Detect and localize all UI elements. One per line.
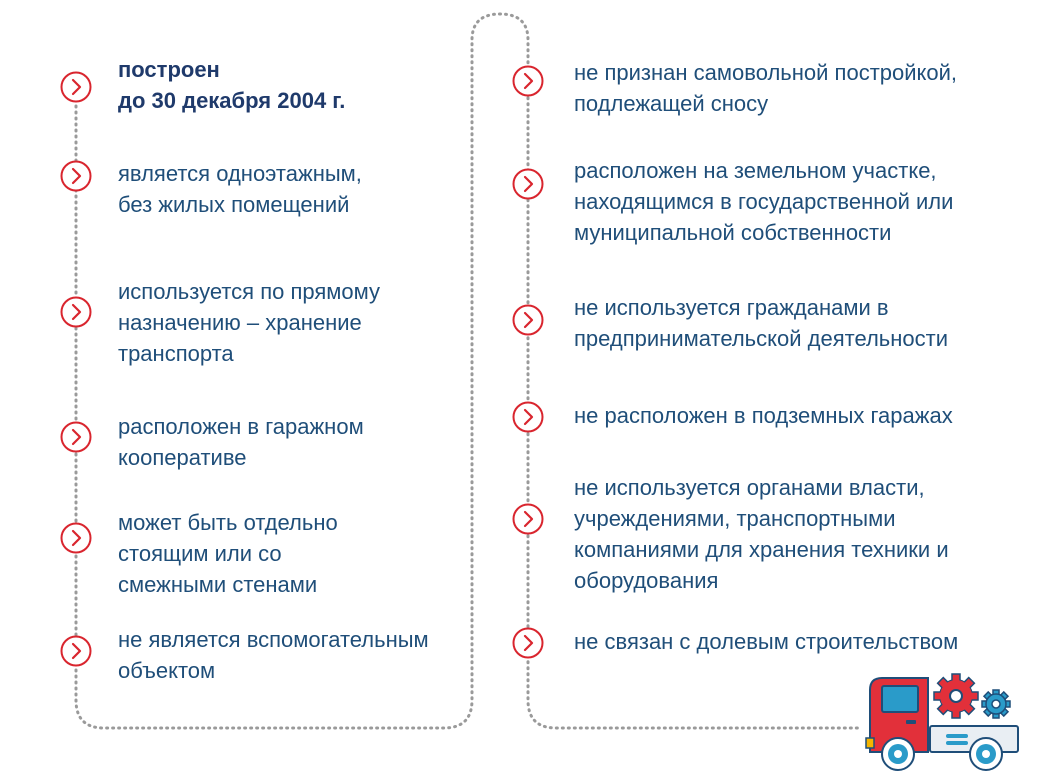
chevron-right-circle-icon bbox=[512, 401, 544, 433]
requirement-text-line: стоящим или со bbox=[118, 541, 282, 566]
requirement-text-line: оборудования bbox=[574, 568, 719, 593]
requirement-text bbox=[574, 57, 957, 119]
requirement-text-line: предпринимательской деятельности bbox=[574, 326, 948, 351]
chevron-right-circle-icon bbox=[512, 503, 544, 535]
requirement-text-line: смежными стенами bbox=[118, 572, 318, 597]
requirement-text bbox=[118, 624, 429, 686]
requirement-text bbox=[118, 411, 364, 473]
requirement-text-line: учреждениями, транспортными bbox=[574, 506, 896, 531]
requirement-text-line: без жилых помещений bbox=[118, 192, 350, 217]
requirement-text-line: может быть отдельно bbox=[118, 510, 338, 535]
requirement-text-line: муниципальной собственности bbox=[574, 220, 892, 245]
requirement-text bbox=[574, 155, 953, 248]
chevron-right-circle-icon bbox=[512, 168, 544, 200]
requirement-text-line: транспорта bbox=[118, 341, 234, 366]
requirement-text-line: назначению – хранение bbox=[118, 310, 362, 335]
chevron-right-circle-icon bbox=[60, 421, 92, 453]
requirement-text-line: не признан самовольной постройкой, bbox=[574, 60, 958, 85]
chevron-right-circle-icon bbox=[60, 522, 92, 554]
chevron-right-circle-icon bbox=[512, 65, 544, 97]
chevron-right-circle-icon bbox=[60, 71, 92, 103]
requirement-text-line: подлежащей сносу bbox=[574, 91, 769, 116]
requirement-text bbox=[118, 54, 345, 116]
requirement-text-line: является одноэтажным, bbox=[118, 161, 362, 186]
chevron-right-circle-icon bbox=[60, 635, 92, 667]
requirement-text bbox=[574, 400, 953, 431]
requirement-text bbox=[118, 158, 362, 220]
requirement-text-line: расположен в гаражном bbox=[118, 414, 364, 439]
requirement-text-line: до 30 декабря 2004 г. bbox=[118, 88, 346, 113]
requirement-text bbox=[574, 626, 958, 657]
requirement-text-line: компаниями для хранения техники и bbox=[574, 537, 949, 562]
requirement-text bbox=[574, 292, 948, 354]
chevron-right-circle-icon bbox=[512, 627, 544, 659]
requirement-text-line: не используется органами власти, bbox=[574, 475, 925, 500]
chevron-right-circle-icon bbox=[60, 160, 92, 192]
requirement-text bbox=[118, 276, 380, 369]
requirement-text-line: не является вспомогательным bbox=[118, 627, 429, 652]
chevron-right-circle-icon bbox=[60, 296, 92, 328]
requirement-text-line: не расположен в подземных гаражах bbox=[574, 403, 953, 428]
requirement-text-line: объектом bbox=[118, 658, 216, 683]
requirement-text bbox=[574, 472, 949, 596]
requirement-text-line: не используется гражданами в bbox=[574, 295, 889, 320]
requirement-text-line: расположен на земельном участке, bbox=[574, 158, 937, 183]
requirement-text-line: используется по прямому bbox=[118, 279, 381, 304]
requirement-text-line: построен bbox=[118, 57, 220, 82]
requirement-text-line: кооперативе bbox=[118, 445, 247, 470]
requirement-text bbox=[118, 507, 338, 600]
requirement-text-line: находящимся в государственной или bbox=[574, 189, 954, 214]
requirement-text-line: не связан с долевым строительством bbox=[574, 629, 959, 654]
truck-with-gears-icon bbox=[862, 668, 1022, 776]
chevron-right-circle-icon bbox=[512, 304, 544, 336]
